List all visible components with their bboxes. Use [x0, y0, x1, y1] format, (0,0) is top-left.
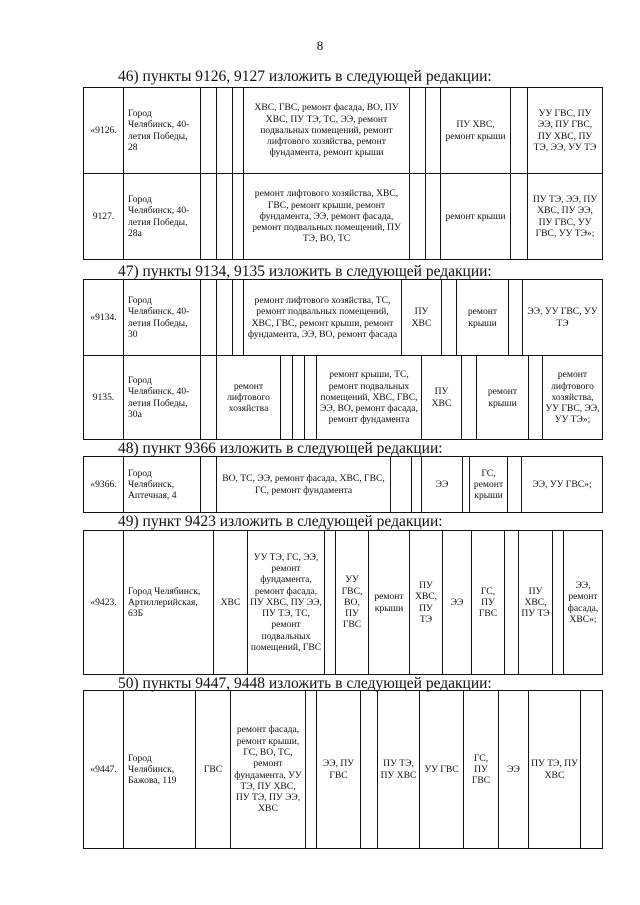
table-cell: ремонт лифтового хозяйства, ТС, ремонт подвальных помещений, ХВС, ГВС, ремонт крыши, ремонт фундамента, ЭЭ, ВО, ремонт фасада [244, 280, 402, 356]
table-row [84, 356, 603, 440]
table-cell: ПУ ХВС [402, 280, 442, 356]
table-cell [217, 280, 233, 356]
table-cell [511, 88, 528, 174]
table-cell [306, 691, 317, 849]
address-cell: Город Челябинск, Аптечная, 4 [124, 457, 201, 513]
table-section-48 [83, 456, 603, 513]
table-cell: ремонт крыши [457, 280, 509, 356]
address-cell: Город Челябинск, Бажова, 119 [124, 691, 196, 849]
table-cell [325, 531, 336, 675]
table-cell: ПУ ТЭ, ЭЭ, ПУ ХВС, ПУ ЭЭ, ПУ ГВС, УУ ГВС, УУ ТЭ»; [528, 174, 603, 260]
table-cell [410, 174, 426, 260]
table-cell: ГС, ПУ ГВС [464, 691, 499, 849]
table-row [84, 280, 603, 356]
table-cell [412, 457, 422, 513]
table-cell [410, 88, 426, 174]
table-section-49 [83, 530, 603, 675]
table-cell: ремонт крыши [369, 531, 410, 675]
table-cell [426, 88, 441, 174]
table-cell: ПУ ХВС [422, 356, 462, 440]
row-number: 9127. [84, 174, 124, 260]
table-cell [233, 280, 244, 356]
section-heading-50: 50) пункты 9447, 9448 изложить в следующей редакции: [118, 675, 492, 692]
table-cell [509, 280, 523, 356]
address-cell: Город Челябинск, Артиллерийская, 63Б [124, 531, 214, 675]
table-cell: ремонт лифтового хозяйства, УУ ГВС, ЭЭ, УУ ТЭ»; [543, 356, 603, 440]
table-cell: ПУ ХВС, ПУ ТЭ [410, 531, 443, 675]
table-section-46 [83, 87, 603, 260]
table-cell: ПУ ТЭ, ПУ ХВС [378, 691, 420, 849]
table-cell [233, 88, 244, 174]
table-cell [529, 356, 543, 440]
table-row [84, 174, 603, 260]
table-cell [201, 457, 217, 513]
table-cell: ЭЭ, УУ ГВС»; [522, 457, 603, 513]
table-cell [511, 174, 528, 260]
table-cell: ЭЭ [443, 531, 472, 675]
table-cell: ПУ ХВС, ремонт крыши [441, 88, 511, 174]
row-number: 9135. [84, 356, 124, 440]
address-cell: Город Челябинск, 40-летия Победы, 28 [124, 88, 201, 174]
table-section-50 [83, 690, 603, 849]
row-number: «9134. [84, 280, 124, 356]
table-cell [305, 356, 317, 440]
row-number: «9447. [84, 691, 124, 849]
table-cell [553, 531, 564, 675]
table-row [84, 531, 603, 675]
table-cell: ЭЭ, ПУ ГВС [317, 691, 361, 849]
table-cell: ГС, ПУ ГВС [472, 531, 505, 675]
section-heading-47: 47) пункты 9134, 9135 изложить в следующей редакции: [118, 263, 492, 280]
table-cell [201, 280, 217, 356]
section-heading-48: 48) пункт 9366 изложить в следующей редакции: [118, 440, 443, 457]
table-cell: ПУ ХВС, ПУ ТЭ [519, 531, 553, 675]
table-cell [201, 174, 217, 260]
table-cell [462, 356, 477, 440]
address-cell: Город Челябинск, 40-летия Победы, 28а [124, 174, 201, 260]
table-section-47-row1 [83, 279, 603, 356]
table-cell: ремонт лифтового хозяйства [217, 356, 281, 440]
table-cell: УУ ГВС, ВО, ПУ ГВС [336, 531, 369, 675]
table-cell: ЭЭ, УУ ГВС, УУ ТЭ [523, 280, 603, 356]
table-cell [217, 88, 233, 174]
table-cell [201, 356, 217, 440]
table-cell: ВО, ТС, ЭЭ, ремонт фасада, ХВС, ГВС, ГС, ремонт фундамента [217, 457, 391, 513]
table-cell: ХВС, ГВС, ремонт фасада, ВО, ПУ ХВС, ПУ ТЭ, ТС, ЭЭ, ремонт подвальных помещений, ремонт лифтового хозяйства, ремонт фундамента, ремонт крыши [244, 88, 410, 174]
table-cell: ГС, ремонт крыши [470, 457, 508, 513]
table-cell: ЭЭ [422, 457, 463, 513]
table-cell [508, 457, 522, 513]
table-cell: УУ ГВС, ПУ ЭЭ, ПУ ГВС, ПУ ХВС, ПУ ТЭ, ЭЭ, УУ ТЭ [528, 88, 603, 174]
table-cell [391, 457, 412, 513]
table-cell: ХВС [214, 531, 248, 675]
table-cell: ремонт крыши [441, 174, 511, 260]
page-number: 8 [316, 38, 324, 53]
address-cell: Город Челябинск, 40-летия Победы, 30а [124, 356, 201, 440]
section-heading-46: 46) пункты 9126, 9127 изложить в следующей редакции: [118, 68, 492, 85]
table-row [84, 88, 603, 174]
table-cell: ремонт фасада, ремонт крыши, ГС, ВО, ТС, ремонт фундамента, УУ ТЭ, ПУ ХВС, ПУ ТЭ, ПУ ЭЭ, ХВС [231, 691, 306, 849]
table-cell: ПУ ТЭ, ПУ ХВС [529, 691, 581, 849]
row-number: «9366. [84, 457, 124, 513]
table-cell: ГВС [196, 691, 231, 849]
table-cell: УУ ТЭ, ГС, ЭЭ, ремонт фундамента, ремонт фасада, ПУ ХВС, ПУ ЭЭ, ПУ ТЭ, ТС, ремонт подвальных помещений, ГВС [248, 531, 325, 675]
table-cell [463, 457, 470, 513]
table-cell [293, 356, 305, 440]
table-cell [505, 531, 519, 675]
table-cell [581, 691, 603, 849]
table-cell: ремонт крыши, ТС, ремонт подвальных помещений, ХВС, ГВС, ЭЭ, ВО, ремонт фасада, ремонт фундамента [317, 356, 422, 440]
row-number: «9423. [84, 531, 124, 675]
row-number: «9126. [84, 88, 124, 174]
table-cell [361, 691, 378, 849]
table-cell: ЭЭ, ремонт фасада, ХВС»; [564, 531, 603, 675]
table-cell [426, 174, 441, 260]
table-row [84, 457, 603, 513]
table-cell: ремонт лифтового хозяйства, ХВС, ГВС, ремонт крыши, ремонт фундамента, ЭЭ, ремонт фасада, ремонт подвальных помещений, ПУ ТЭ, ВО, ТС [244, 174, 410, 260]
address-cell: Город Челябинск, 40-летия Победы, 30 [124, 280, 201, 356]
table-cell [217, 174, 233, 260]
table-cell: ЭЭ [499, 691, 529, 849]
table-row [84, 691, 603, 849]
table-cell [442, 280, 457, 356]
table-cell: УУ ГВС [420, 691, 464, 849]
table-cell [281, 356, 293, 440]
table-cell [201, 88, 217, 174]
table-section-47-row2 [83, 355, 603, 440]
table-cell: ремонт крыши [477, 356, 529, 440]
table-cell [233, 174, 244, 260]
section-heading-49: 49) пункт 9423 изложить в следующей редакции: [118, 513, 443, 530]
